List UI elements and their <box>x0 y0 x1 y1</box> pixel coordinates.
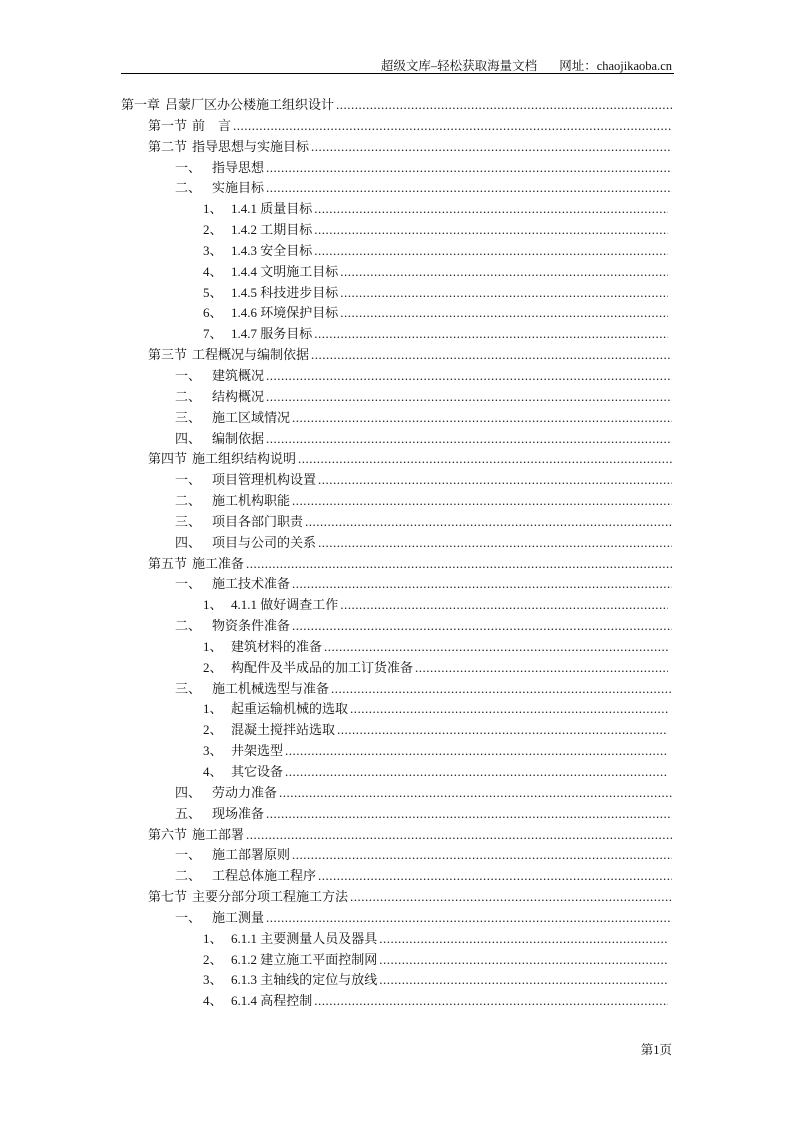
toc-entry[interactable] <box>0 345 672 366</box>
toc-entry-marker: 三、 <box>175 513 202 529</box>
toc-entry-marker: 3、 <box>203 242 223 258</box>
toc-dot-leader <box>415 658 668 679</box>
toc-entry-label <box>175 158 264 179</box>
toc-entry[interactable] <box>0 303 668 324</box>
toc-entry-label <box>175 408 290 429</box>
toc-entry-label <box>148 116 231 137</box>
toc-entry-title: 建筑概况 <box>212 367 265 383</box>
toc-entry-marker: 二、 <box>175 493 202 509</box>
toc-dot-leader <box>340 262 668 283</box>
toc-entry-title: 施工部署原则 <box>212 847 291 863</box>
toc-entry[interactable] <box>0 324 668 345</box>
toc-entry-marker: 2、 <box>203 951 223 967</box>
toc-entry-marker: 第一节 <box>148 117 188 133</box>
toc-entry-label <box>175 574 290 595</box>
toc-entry-marker: 4、 <box>203 993 223 1009</box>
toc-entry-label <box>203 637 322 658</box>
toc-entry-title: 井架选型 <box>231 743 284 759</box>
page-number: 第1页 <box>640 1043 672 1057</box>
toc-dot-leader <box>314 991 668 1012</box>
toc-entry-marker: 三、 <box>175 680 202 696</box>
toc-entry-marker: 1、 <box>203 701 223 717</box>
toc-entry-title: 施工机构职能 <box>212 493 291 509</box>
toc-entry-marker: 3、 <box>203 972 223 988</box>
toc-entry-title: 混凝土搅拌站选取 <box>231 722 336 738</box>
toc-entry-label <box>203 262 338 283</box>
toc-entry[interactable] <box>0 866 672 887</box>
toc-entry-title: 劳动力准备 <box>212 784 278 800</box>
toc-entry-title: 指导思想 <box>212 159 265 175</box>
toc-entry[interactable] <box>0 991 668 1012</box>
toc-entry-title: 构配件及半成品的加工订货准备 <box>231 659 414 675</box>
toc-entry[interactable] <box>0 137 672 158</box>
toc-entry-title: 起重运输机械的选取 <box>231 701 349 717</box>
toc-entry-label <box>175 470 316 491</box>
toc-dot-leader <box>266 178 672 199</box>
toc-dot-leader <box>246 825 672 846</box>
toc-entry-title: 项目管理机构设置 <box>212 472 317 488</box>
toc-entry-title: 1.4.7 服务目标 <box>231 326 313 342</box>
toc-entry-label <box>175 178 264 199</box>
toc-entry-label <box>175 387 264 408</box>
toc-entry-title: 施工区域情况 <box>212 409 291 425</box>
toc-entry-label <box>203 220 312 241</box>
toc-entry-title: 1.4.2 工期目标 <box>231 222 313 238</box>
toc-entry-marker: 第一章 <box>121 97 161 112</box>
toc-entry-label <box>175 908 264 929</box>
toc-entry-title: 项目各部门职责 <box>212 513 304 529</box>
toc-entry-title: 实施目标 <box>212 180 265 196</box>
toc-dot-leader <box>246 554 672 575</box>
toc-dot-leader <box>350 887 672 908</box>
toc-entry-label <box>203 595 338 616</box>
toc-dot-leader <box>266 366 672 387</box>
toc-dot-leader <box>266 158 672 179</box>
toc-entry-label <box>203 991 312 1012</box>
toc-entry-marker: 二、 <box>175 868 202 884</box>
toc-entry[interactable] <box>0 387 672 408</box>
toc-entry-marker: 一、 <box>175 909 202 925</box>
toc-entry-label <box>203 929 377 950</box>
toc-entry[interactable] <box>0 950 668 971</box>
toc-entry-title: 项目与公司的关系 <box>212 534 317 550</box>
toc-entry-marker: 7、 <box>203 326 223 342</box>
toc-dot-leader <box>336 95 672 116</box>
toc-dot-leader <box>324 637 668 658</box>
toc-entry-marker: 3、 <box>203 743 223 759</box>
toc-dot-leader <box>379 950 668 971</box>
toc-dot-leader <box>292 408 672 429</box>
toc-entry[interactable] <box>0 720 668 741</box>
toc-entry-label <box>175 679 329 700</box>
toc-entry[interactable] <box>0 637 668 658</box>
header-site-url: 网址：chaojikaoba.cn <box>559 59 672 73</box>
toc-dot-leader <box>340 283 668 304</box>
toc-entry[interactable] <box>0 408 672 429</box>
toc-dot-leader <box>379 970 668 991</box>
toc-dot-leader <box>292 616 672 637</box>
toc-entry-label <box>175 533 316 554</box>
toc-entry-marker: 一、 <box>175 847 202 863</box>
toc-entry-title: 工程概况与编制依据 <box>192 347 310 363</box>
toc-entry-title: 前 言 <box>192 117 232 133</box>
toc-entry-label <box>203 762 283 783</box>
toc-entry-title: 主要分部分项工程施工方法 <box>192 889 349 905</box>
toc-entry-marker: 2、 <box>203 222 223 238</box>
toc-entry-label <box>203 658 413 679</box>
toc-entry-label <box>175 616 290 637</box>
toc-entry-title: 施工测量 <box>212 909 265 925</box>
toc-entry-marker: 1、 <box>203 930 223 946</box>
toc-dot-leader <box>311 345 672 366</box>
toc-dot-leader <box>266 804 672 825</box>
toc-entry[interactable] <box>0 679 672 700</box>
toc-entry-label <box>148 554 244 575</box>
toc-entry-marker: 第五节 <box>148 555 188 571</box>
toc-dot-leader <box>314 220 668 241</box>
toc-dot-leader <box>311 137 672 158</box>
toc-entry[interactable] <box>0 199 668 220</box>
toc-entry[interactable] <box>0 262 668 283</box>
toc-entry[interactable] <box>0 699 668 720</box>
toc-entry-title: 施工组织结构说明 <box>192 451 297 467</box>
toc-entry[interactable] <box>0 908 672 929</box>
toc-entry-title: 1.4.6 环境保护目标 <box>231 305 339 321</box>
toc-entry-marker: 第七节 <box>148 889 188 905</box>
toc-entry-label <box>148 887 348 908</box>
toc-dot-leader <box>340 303 668 324</box>
toc-dot-leader <box>266 908 672 929</box>
toc-dot-leader <box>266 429 672 450</box>
toc-dot-leader <box>331 679 672 700</box>
toc-dot-leader <box>318 533 672 554</box>
toc-entry[interactable] <box>0 491 672 512</box>
toc-entry-label <box>148 825 244 846</box>
toc-entry-title: 施工机械选型与准备 <box>212 680 330 696</box>
toc-entry[interactable] <box>0 845 672 866</box>
toc-entry[interactable] <box>0 429 672 450</box>
toc-entry[interactable] <box>0 658 668 679</box>
toc-dot-leader <box>292 491 672 512</box>
toc-dot-leader <box>279 783 672 804</box>
toc-entry-title: 编制依据 <box>212 430 265 446</box>
toc-entry-title: 6.1.1 主要测量人员及器具 <box>231 930 378 946</box>
toc-entry-label <box>175 429 264 450</box>
toc-entry-marker: 五、 <box>175 805 202 821</box>
toc-dot-leader <box>318 866 672 887</box>
toc-entry[interactable] <box>0 178 672 199</box>
toc-entry[interactable] <box>0 554 672 575</box>
toc-entry-label <box>175 491 290 512</box>
toc-entry-label <box>203 741 283 762</box>
toc-entry-marker: 1、 <box>203 201 223 217</box>
toc-entry-label <box>203 950 377 971</box>
toc-entry[interactable] <box>0 533 672 554</box>
header-site-slogan: 超级文库–轻松获取海量文档 <box>380 59 538 73</box>
toc-entry-title: 施工准备 <box>192 555 245 571</box>
toc-entry-label <box>203 699 348 720</box>
toc-dot-leader <box>266 387 672 408</box>
toc-dot-leader <box>292 845 672 866</box>
toc-entry-marker: 4、 <box>203 263 223 279</box>
toc-entry-title: 1.4.4 文明施工目标 <box>231 263 339 279</box>
toc-entry[interactable] <box>0 283 668 304</box>
toc-entry-marker: 5、 <box>203 284 223 300</box>
toc-entry-title: 施工技术准备 <box>212 576 291 592</box>
toc-entry-label <box>175 804 264 825</box>
toc-entry-title: 1.4.5 科技进步目标 <box>231 284 339 300</box>
toc-dot-leader <box>292 574 672 595</box>
toc-entry-title: 指导思想与实施目标 <box>192 138 310 154</box>
toc-entry-label <box>203 324 312 345</box>
toc-dot-leader <box>314 199 668 220</box>
toc-entry-label <box>203 283 338 304</box>
toc-entry-marker: 二、 <box>175 618 202 634</box>
toc-entry-title: 6.1.4 高程控制 <box>231 993 313 1009</box>
toc-entry-marker: 一、 <box>175 159 202 175</box>
toc-entry-title: 6.1.3 主轴线的定位与放线 <box>231 972 378 988</box>
toc-entry[interactable] <box>0 512 672 533</box>
toc-entry-label <box>175 512 303 533</box>
toc-dot-leader <box>314 324 668 345</box>
toc-entry[interactable] <box>0 116 672 137</box>
toc-entry-label <box>203 720 335 741</box>
toc-entry-title: 结构概况 <box>212 388 265 404</box>
toc-entry-title: 建筑材料的准备 <box>231 638 323 654</box>
toc-entry[interactable] <box>0 595 668 616</box>
toc-entry-marker: 第四节 <box>148 451 188 467</box>
toc-entry-marker: 2、 <box>203 722 223 738</box>
table-of-contents <box>0 95 793 1012</box>
toc-entry-marker: 6、 <box>203 305 223 321</box>
toc-dot-leader <box>314 241 668 262</box>
toc-entry[interactable] <box>0 929 668 950</box>
toc-entry-title: 1.4.3 安全目标 <box>231 242 313 258</box>
toc-entry-label <box>203 970 377 991</box>
toc-entry-marker: 第六节 <box>148 826 188 842</box>
toc-entry-marker: 四、 <box>175 430 202 446</box>
toc-dot-leader <box>318 470 672 491</box>
toc-dot-leader <box>340 595 668 616</box>
toc-entry-label <box>175 366 264 387</box>
toc-entry-marker: 三、 <box>175 409 202 425</box>
toc-entry-title: 其它设备 <box>231 764 284 779</box>
toc-entry[interactable] <box>0 220 668 241</box>
toc-dot-leader <box>298 449 672 470</box>
toc-entry-label <box>203 303 338 324</box>
toc-entry-label <box>175 866 316 887</box>
toc-entry-title: 物资条件准备 <box>212 618 291 634</box>
toc-entry[interactable] <box>0 574 672 595</box>
toc-entry-label <box>175 845 290 866</box>
toc-entry-marker: 4、 <box>203 764 223 779</box>
toc-entry[interactable] <box>0 804 672 825</box>
toc-entry[interactable] <box>0 95 672 116</box>
toc-entry-title: 工程总体施工程序 <box>212 868 317 884</box>
toc-entry-marker: 第二节 <box>148 138 188 154</box>
toc-dot-leader <box>379 929 668 950</box>
toc-entry-label <box>203 199 312 220</box>
toc-entry-marker: 一、 <box>175 576 202 592</box>
toc-entry[interactable] <box>0 741 668 762</box>
page-header <box>121 56 672 74</box>
toc-entry-marker: 一、 <box>175 367 202 383</box>
toc-entry[interactable] <box>0 825 672 846</box>
toc-entry-marker: 2、 <box>203 659 223 675</box>
toc-entry-marker: 1、 <box>203 638 223 654</box>
toc-entry[interactable] <box>0 783 672 804</box>
toc-entry[interactable] <box>0 366 672 387</box>
toc-entry-marker: 1、 <box>203 597 223 613</box>
toc-dot-leader <box>337 720 668 741</box>
toc-entry[interactable] <box>0 449 672 470</box>
toc-entry-marker: 第三节 <box>148 347 188 363</box>
toc-entry-label <box>148 345 309 366</box>
toc-entry[interactable] <box>0 616 672 637</box>
toc-entry[interactable] <box>0 241 668 262</box>
toc-entry-marker: 二、 <box>175 180 202 196</box>
toc-entry-label <box>148 137 309 158</box>
toc-entry[interactable] <box>0 970 668 991</box>
header-divider <box>121 73 674 74</box>
toc-entry-title: 现场准备 <box>212 805 265 821</box>
toc-entry[interactable] <box>0 158 672 179</box>
toc-entry[interactable] <box>0 887 672 908</box>
toc-entry-title: 施工部署 <box>192 826 245 842</box>
toc-entry-label <box>148 449 296 470</box>
toc-entry-marker: 二、 <box>175 388 202 404</box>
toc-entry-marker: 四、 <box>175 784 202 800</box>
toc-entry-label <box>203 241 312 262</box>
toc-dot-leader <box>285 741 668 762</box>
toc-entry[interactable] <box>0 762 668 783</box>
toc-entry-title: 4.1.1 做好调查工作 <box>231 597 339 613</box>
toc-entry-marker: 一、 <box>175 472 202 488</box>
toc-entry-title: 6.1.2 建立施工平面控制网 <box>231 951 378 967</box>
toc-entry-label <box>175 783 277 804</box>
toc-dot-leader <box>233 116 672 137</box>
toc-dot-leader <box>350 699 668 720</box>
toc-entry-title: 吕蒙厂区办公楼施工组织设计 <box>165 97 335 112</box>
toc-dot-leader <box>305 512 672 533</box>
toc-entry-marker: 四、 <box>175 534 202 550</box>
toc-entry-title: 1.4.1 质量目标 <box>231 201 313 217</box>
toc-dot-leader <box>285 762 668 783</box>
toc-entry[interactable] <box>0 470 672 491</box>
toc-entry-label <box>121 95 334 116</box>
